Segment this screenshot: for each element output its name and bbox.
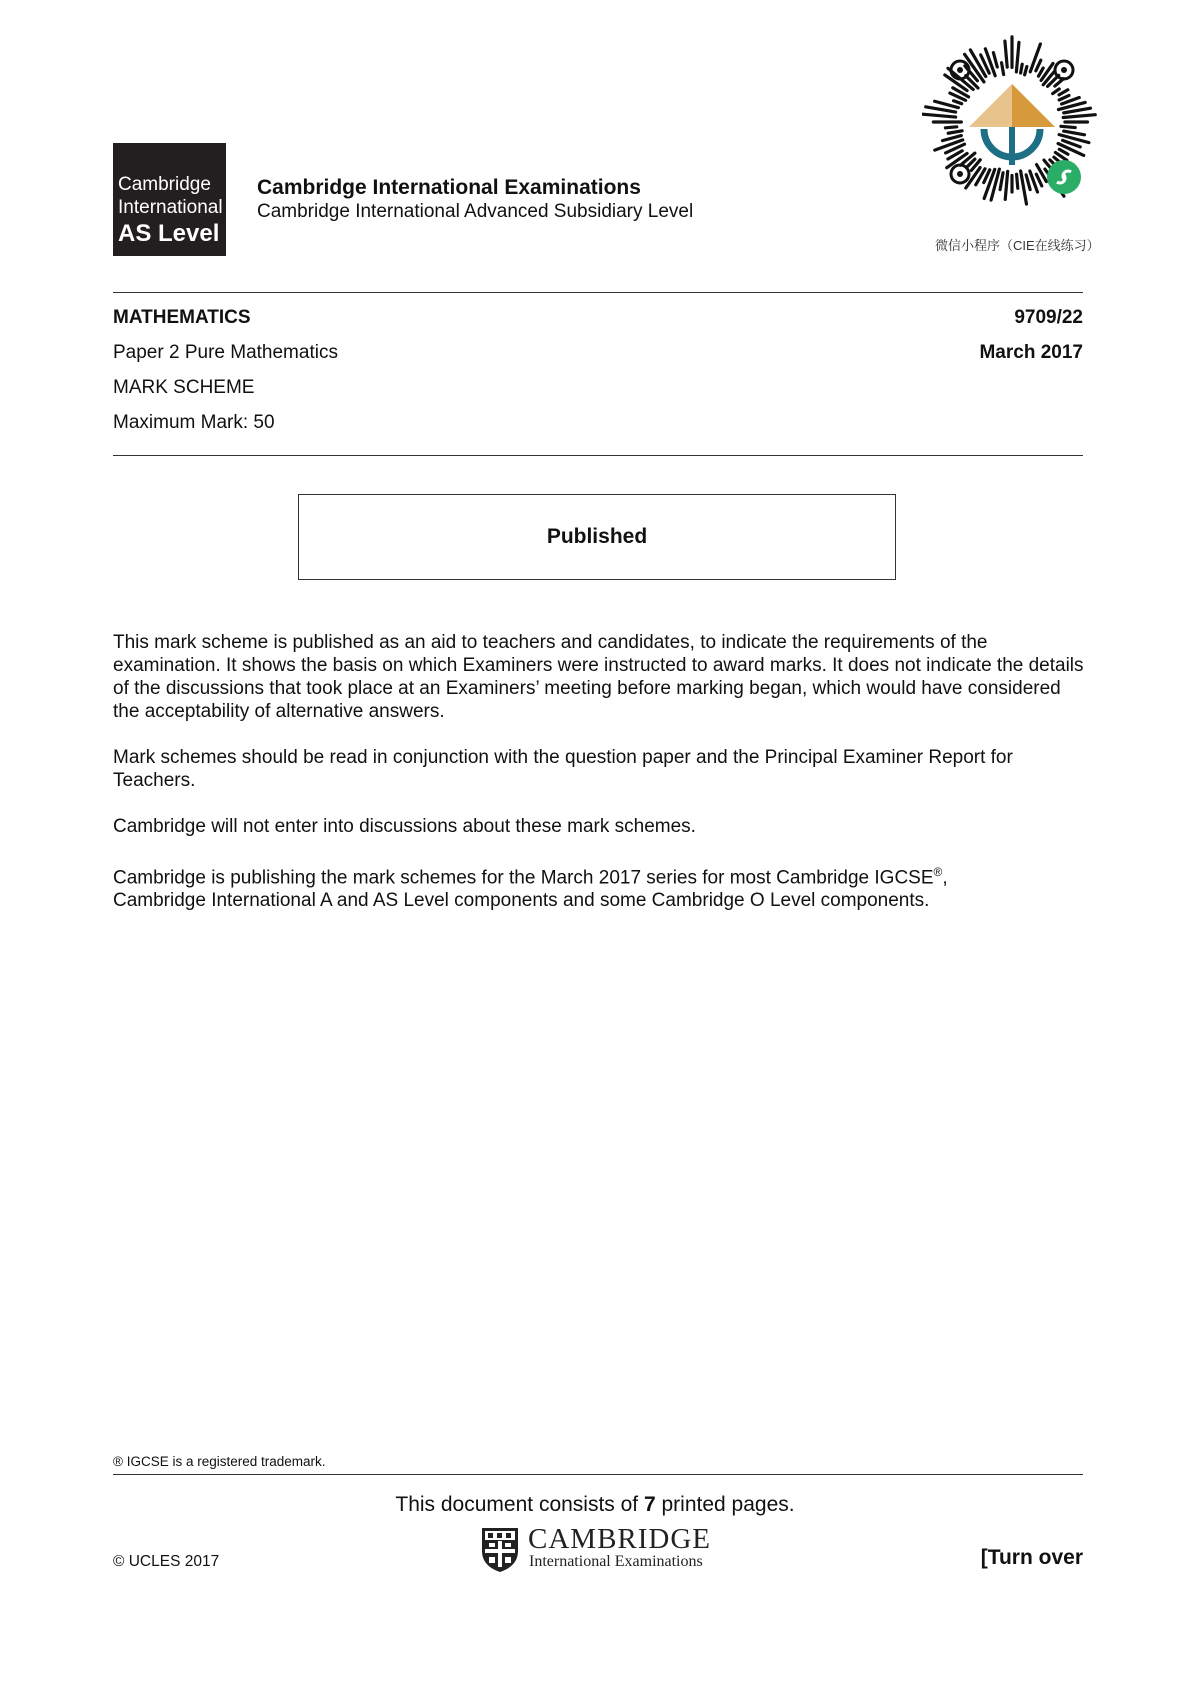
publishing-comma: ,: [942, 867, 948, 889]
document-type: MARK SCHEME: [113, 377, 255, 398]
qr-ray: [1038, 68, 1043, 76]
qr-ray: [1005, 171, 1007, 199]
turn-over: [Turn over: [980, 1546, 1083, 1569]
cambridge-subtitle: International Examinations: [529, 1553, 703, 1570]
page-count-suffix: printed pages.: [655, 1493, 795, 1516]
logo-line-international: International: [118, 197, 223, 218]
maximum-mark: Maximum Mark: 50: [113, 412, 275, 433]
publishing-text-line2: Cambridge International A and AS Level components and some Cambridge O Level components.: [113, 890, 930, 912]
status-label: Published: [546, 525, 648, 548]
qr-ray: [993, 53, 997, 67]
meta-divider: [113, 455, 1083, 456]
qr-ray: [948, 131, 962, 133]
page-count-statement: [0, 1493, 1190, 1517]
publishing-text: Cambridge is publishing the mark schemes for the March 2017 series for most Cambridge IGCSE: [113, 867, 934, 889]
page-count-prefix: This document consists of: [395, 1493, 644, 1516]
logo-line-as-level: AS Level: [118, 220, 220, 247]
syllabus-code: 9709/22: [1014, 307, 1083, 328]
qr-ray: [1002, 63, 1004, 75]
cambridge-wordmark: CAMBRIDGE: [528, 1523, 712, 1555]
page-count: 7: [643, 1493, 656, 1516]
organisation-title: Cambridge International Examinations: [257, 176, 641, 199]
qr-ray: [1000, 173, 1003, 190]
qr-ray: [1026, 175, 1030, 190]
as-level-logo: [113, 143, 226, 256]
qr-ray: [945, 127, 956, 128]
qr-ray: [1064, 131, 1085, 135]
paragraph-purpose: This mark scheme is published as an aid to teachers and candidates, to indicate the requirements of the examination. It shows the basis on which Examiners were instructed to award marks. It does not indicate the details of the discussions that took place at an Examiners’ meeting before marking began, which would have considered the acceptability of alternative answers.: [113, 632, 1084, 722]
qr-ray: [926, 107, 956, 112]
paragraph-no-discussion: Cambridge will not enter into discussions about these mark schemes.: [113, 816, 696, 837]
qr-ray: [1059, 90, 1068, 95]
paper-title: Paper 2 Pure Mathematics: [113, 342, 338, 363]
qr-ray: [1005, 41, 1007, 67]
qr-ray: [1061, 126, 1075, 127]
qr-ray: [954, 101, 962, 104]
qr-ray: [1053, 89, 1060, 94]
logo-line-cambridge: Cambridge: [118, 174, 211, 195]
subject: MATHEMATICS: [113, 307, 251, 328]
qr-ray: [1036, 60, 1041, 71]
qr-ray: [1059, 149, 1068, 154]
paragraph-conjunction: Mark schemes should be read in conjunction with the question paper and the Principal Examiner Report for Teachers.: [113, 747, 1013, 791]
paragraph-publishing: [113, 861, 1088, 912]
qr-ray: [1064, 108, 1091, 113]
cambridge-crest-icon: [481, 1527, 519, 1573]
qr-ray: [1059, 95, 1069, 100]
exam-date: March 2017: [979, 342, 1083, 363]
cambridge-logo: [481, 1525, 716, 1575]
qr-ray: [1021, 64, 1023, 73]
qr-caption: 微信小程序（CIE在线练习）: [935, 238, 1100, 253]
status-box: [298, 494, 896, 580]
qr-code-icon: [922, 32, 1102, 212]
footer-divider: [113, 1474, 1083, 1475]
trademark-note: ® IGCSE is a registered trademark.: [113, 1454, 326, 1469]
qr-ray: [1025, 67, 1027, 75]
qr-ray: [923, 114, 956, 117]
qr-ray: [1063, 115, 1095, 118]
qr-ray: [1016, 42, 1019, 71]
qr-ray: [1036, 174, 1041, 186]
registered-mark: ®: [933, 865, 943, 879]
organisation-subtitle: Cambridge International Advanced Subsidiary Level: [257, 201, 694, 222]
qr-ray: [1017, 174, 1018, 188]
copyright: © UCLES 2017: [113, 1553, 220, 1570]
header-divider: [113, 292, 1083, 293]
